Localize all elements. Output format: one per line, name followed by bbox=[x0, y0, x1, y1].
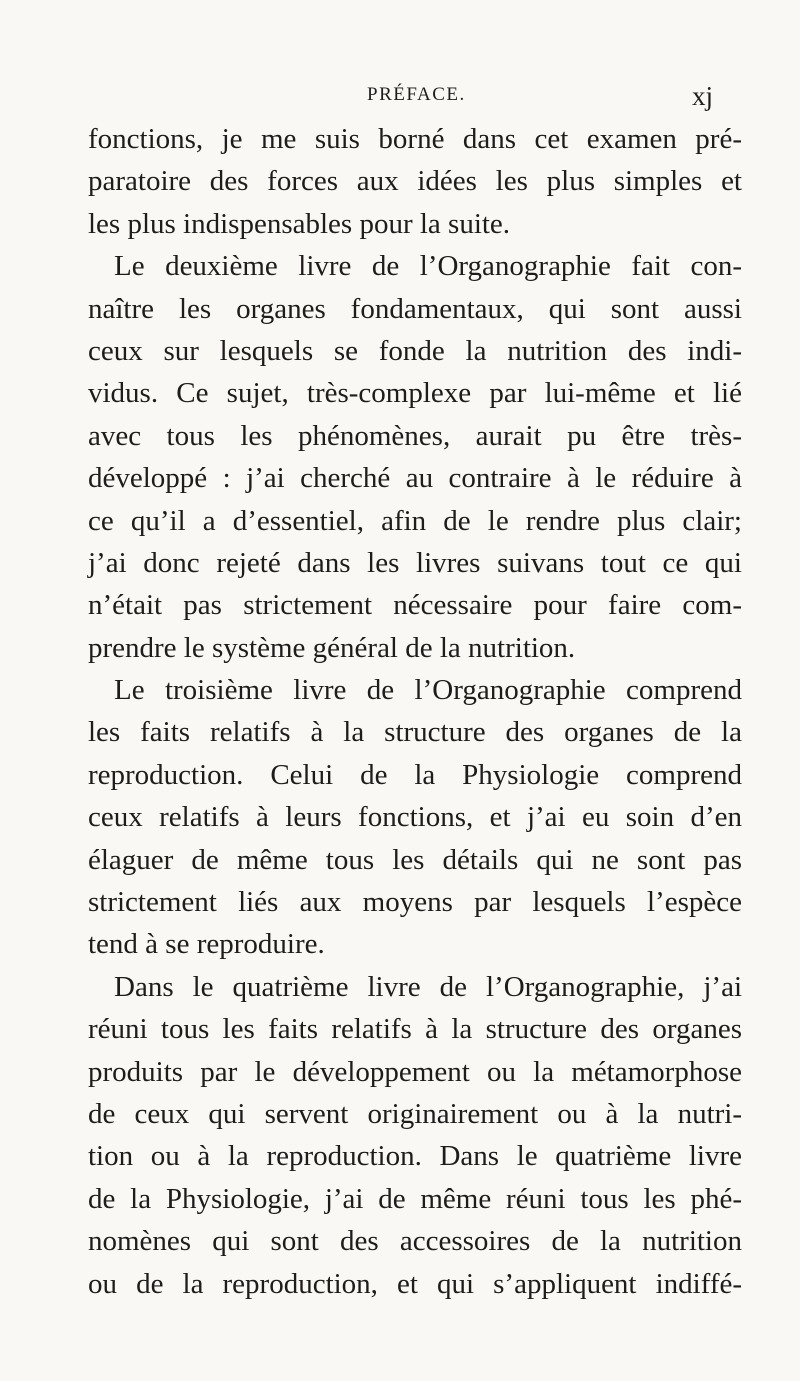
text-line: Le deuxième livre de l’Organographie fait con- bbox=[114, 250, 742, 283]
text-line: ceux sur lesquels se fonde la nutrition des indi- bbox=[88, 334, 742, 367]
text-line: les plus indispensables pour la suite. bbox=[88, 207, 511, 240]
text-line: développé : j’ai cherché au contraire à le réduire à bbox=[88, 462, 742, 495]
text-line: ceux relatifs à leurs fonctions, et j’ai eu soin d’en bbox=[88, 801, 742, 834]
text-line: élaguer de même tous les détails qui ne sont pas bbox=[88, 843, 742, 876]
text-line: avec tous les phénomènes, aurait pu être très- bbox=[88, 419, 742, 452]
running-head bbox=[0, 81, 800, 114]
text-line: tend à se reproduire. bbox=[88, 928, 325, 961]
text-line: de la Physiologie, j’ai de même réuni tous les phé- bbox=[88, 1182, 742, 1215]
text-line: reproduction. Celui de la Physiologie comprend bbox=[88, 758, 742, 791]
text-line: n’était pas strictement nécessaire pour faire com- bbox=[88, 589, 742, 622]
text-line: prendre le système général de la nutrition. bbox=[88, 631, 576, 664]
text-line: réuni tous les faits relatifs à la structure des organes bbox=[88, 1013, 742, 1046]
text-line: j’ai donc rejeté dans les livres suivans tout ce qui bbox=[88, 546, 742, 579]
running-head-title: PRÉFACE. bbox=[367, 84, 466, 105]
text-line: ou de la reproduction, et qui s’appliquent indiffé- bbox=[88, 1267, 742, 1300]
body-text bbox=[88, 118, 742, 1305]
text-line: les faits relatifs à la structure des organes de la bbox=[88, 716, 742, 749]
text-line: strictement liés aux moyens par lesquels l’espèce bbox=[88, 886, 742, 919]
text-line: paratoire des forces aux idées les plus simples et bbox=[88, 165, 742, 198]
text-line: vidus. Ce sujet, très-complexe par lui-même et lié bbox=[88, 377, 742, 410]
text-line: fonctions, je me suis borné dans cet examen pré- bbox=[88, 123, 742, 155]
text-line: tion ou à la reproduction. Dans le quatrième livre bbox=[88, 1140, 742, 1173]
text-line: de ceux qui servent originairement ou à la nutri- bbox=[88, 1097, 742, 1130]
page-number: xj bbox=[692, 81, 714, 111]
text-line: Le troisième livre de l’Organographie comprend bbox=[114, 674, 742, 707]
text-line: ce qu’il a d’essentiel, afin de le rendre plus clair; bbox=[88, 504, 742, 537]
text-line: produits par le développement ou la métamorphose bbox=[88, 1055, 742, 1088]
text-line: Dans le quatrième livre de l’Organographie, j’ai bbox=[114, 970, 742, 1003]
text-line: nomènes qui sont des accessoires de la nutrition bbox=[88, 1225, 742, 1258]
text-line: naître les organes fondamentaux, qui sont aussi bbox=[88, 292, 742, 325]
